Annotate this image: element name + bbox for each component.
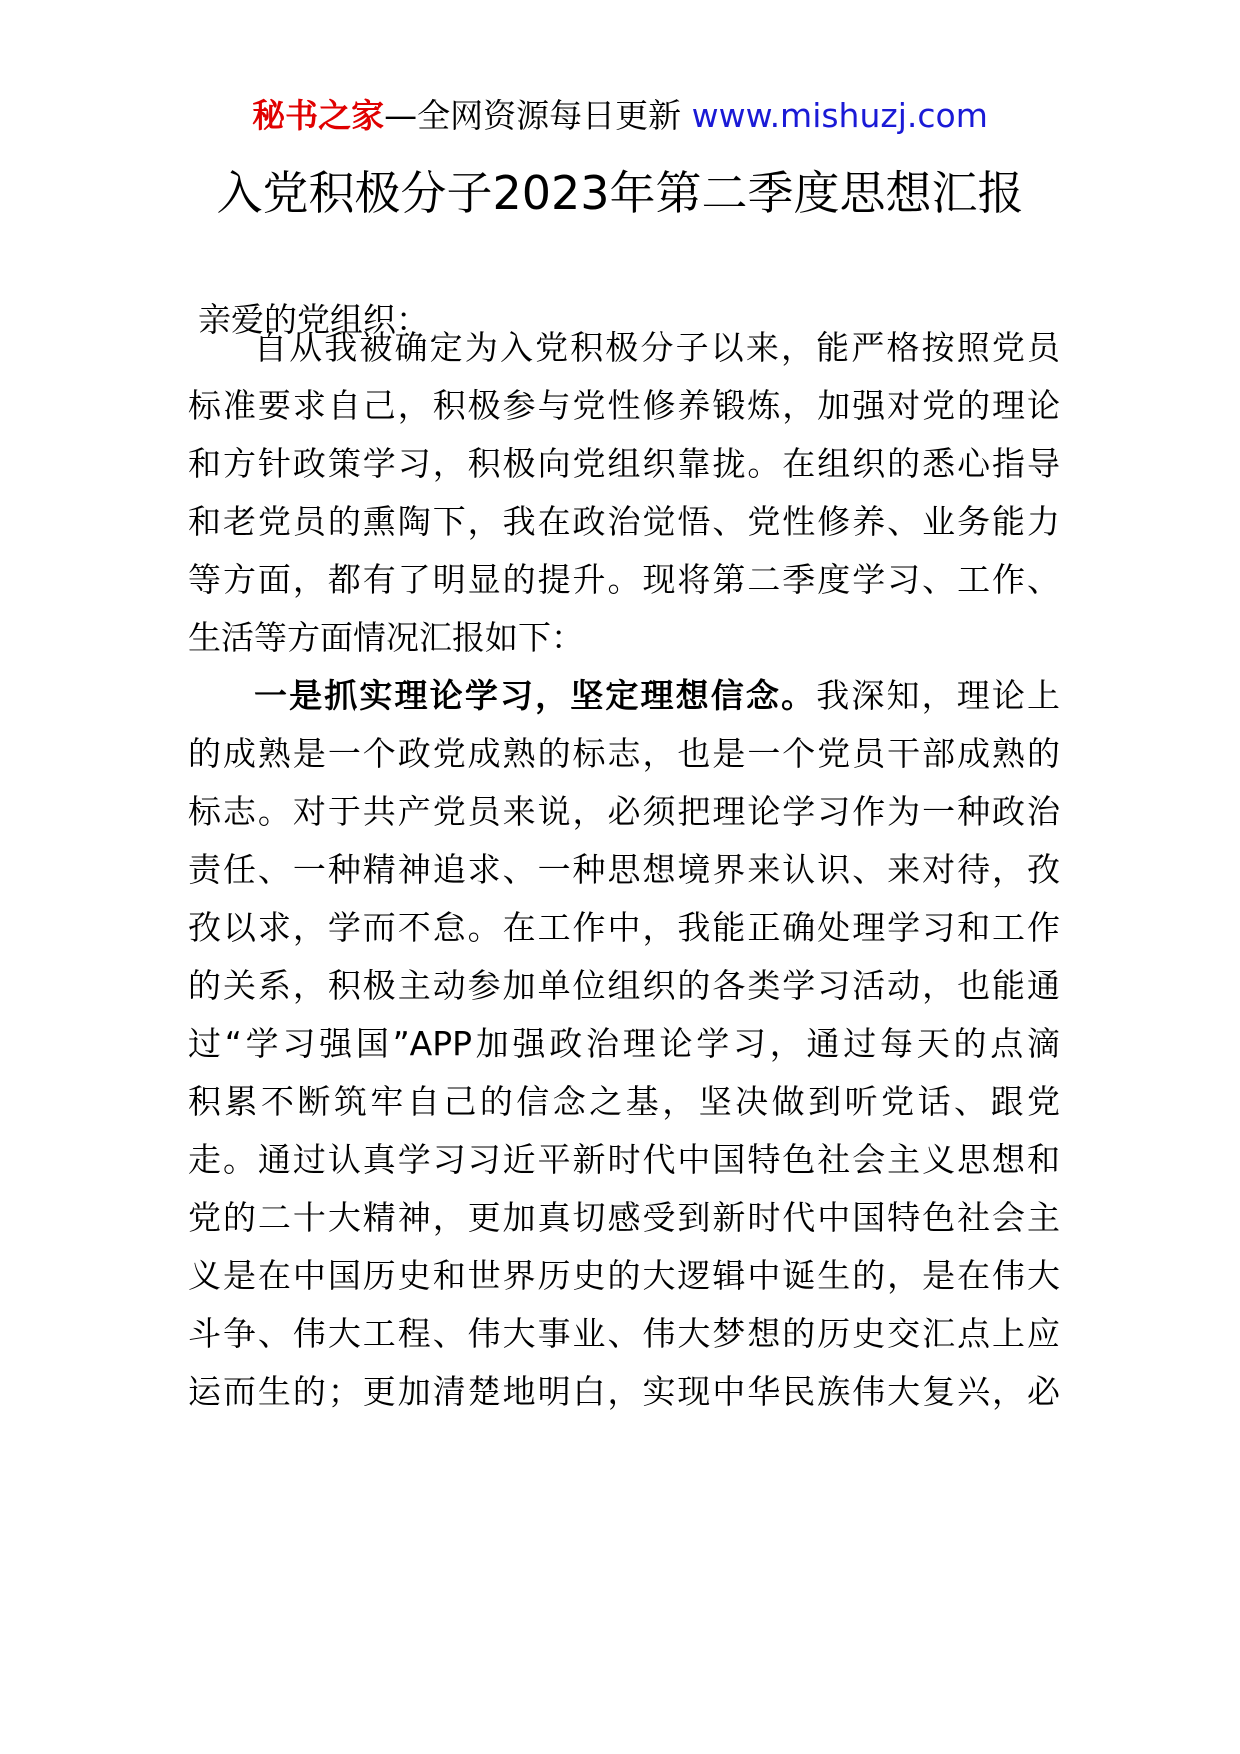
section-heading: 一是抓实理论学习，坚定理想信念。 (254, 676, 817, 715)
site-brand: 秘书之家 (252, 96, 385, 135)
paragraph-line: 生活等方面情况汇报如下： (188, 618, 584, 657)
paragraph-line: 等方面，都有了明显的提升。现将第二季度学习、工作、 (188, 560, 1060, 599)
paragraph-line: 义是在中国历史和世界历史的大逻辑中诞生的，是在伟大 (188, 1256, 1060, 1295)
paragraph-line: 的成熟是一个政党成熟的标志，也是一个党员干部成熟的 (188, 734, 1060, 773)
paragraph-line: 标准要求自己，积极参与党性修养锻炼，加强对党的理论 (188, 386, 1060, 425)
paragraph-line: 斗争、伟大工程、伟大事业、伟大梦想的历史交汇点上应 (188, 1314, 1060, 1353)
paragraph-line: 自从我被确定为入党积极分子以来，能严格按照党员 (254, 328, 1060, 367)
paragraph-line (254, 676, 1060, 716)
site-header (0, 96, 1240, 136)
salutation: 亲爱的党组织： (198, 300, 429, 339)
paragraph-line: 孜以求，学而不怠。在工作中，我能正确处理学习和工作 (188, 908, 1060, 947)
paragraph-line: 标志。对于共产党员来说，必须把理论学习作为一种政治 (188, 792, 1060, 831)
paragraph-line: 和老党员的熏陶下，我在政治觉悟、党性修养、业务能力 (188, 502, 1060, 541)
paragraph-line: 积累不断筑牢自己的信念之基，坚决做到听党话、跟党 (188, 1082, 1060, 1121)
document-title: 入党积极分子2023年第二季度思想汇报 (216, 166, 1024, 220)
site-url-link[interactable]: www.mishuzj.com (691, 96, 988, 135)
paragraph-line: 责任、一种精神追求、一种思想境界来认识、来对待，孜 (188, 850, 1060, 889)
paragraph-line: 和方针政策学习，积极向党组织靠拢。在组织的悉心指导 (188, 444, 1060, 483)
paragraph-text: 我深知，理论上 (816, 676, 1060, 715)
paragraph-line: 运而生的；更加清楚地明白，实现中华民族伟大复兴，必 (188, 1372, 1060, 1411)
paragraph-line: 的关系，积极主动参加单位组织的各类学习活动，也能通 (188, 966, 1060, 1005)
paragraph-line: 党的二十大精神，更加真切感受到新时代中国特色社会主 (188, 1198, 1060, 1237)
paragraph-line: 过“学习强国”APP加强政治理论学习，通过每天的点滴 (188, 1024, 1060, 1063)
paragraph-line: 走。通过认真学习习近平新时代中国特色社会主义思想和 (188, 1140, 1060, 1179)
site-tagline: —全网资源每日更新 (384, 96, 692, 135)
